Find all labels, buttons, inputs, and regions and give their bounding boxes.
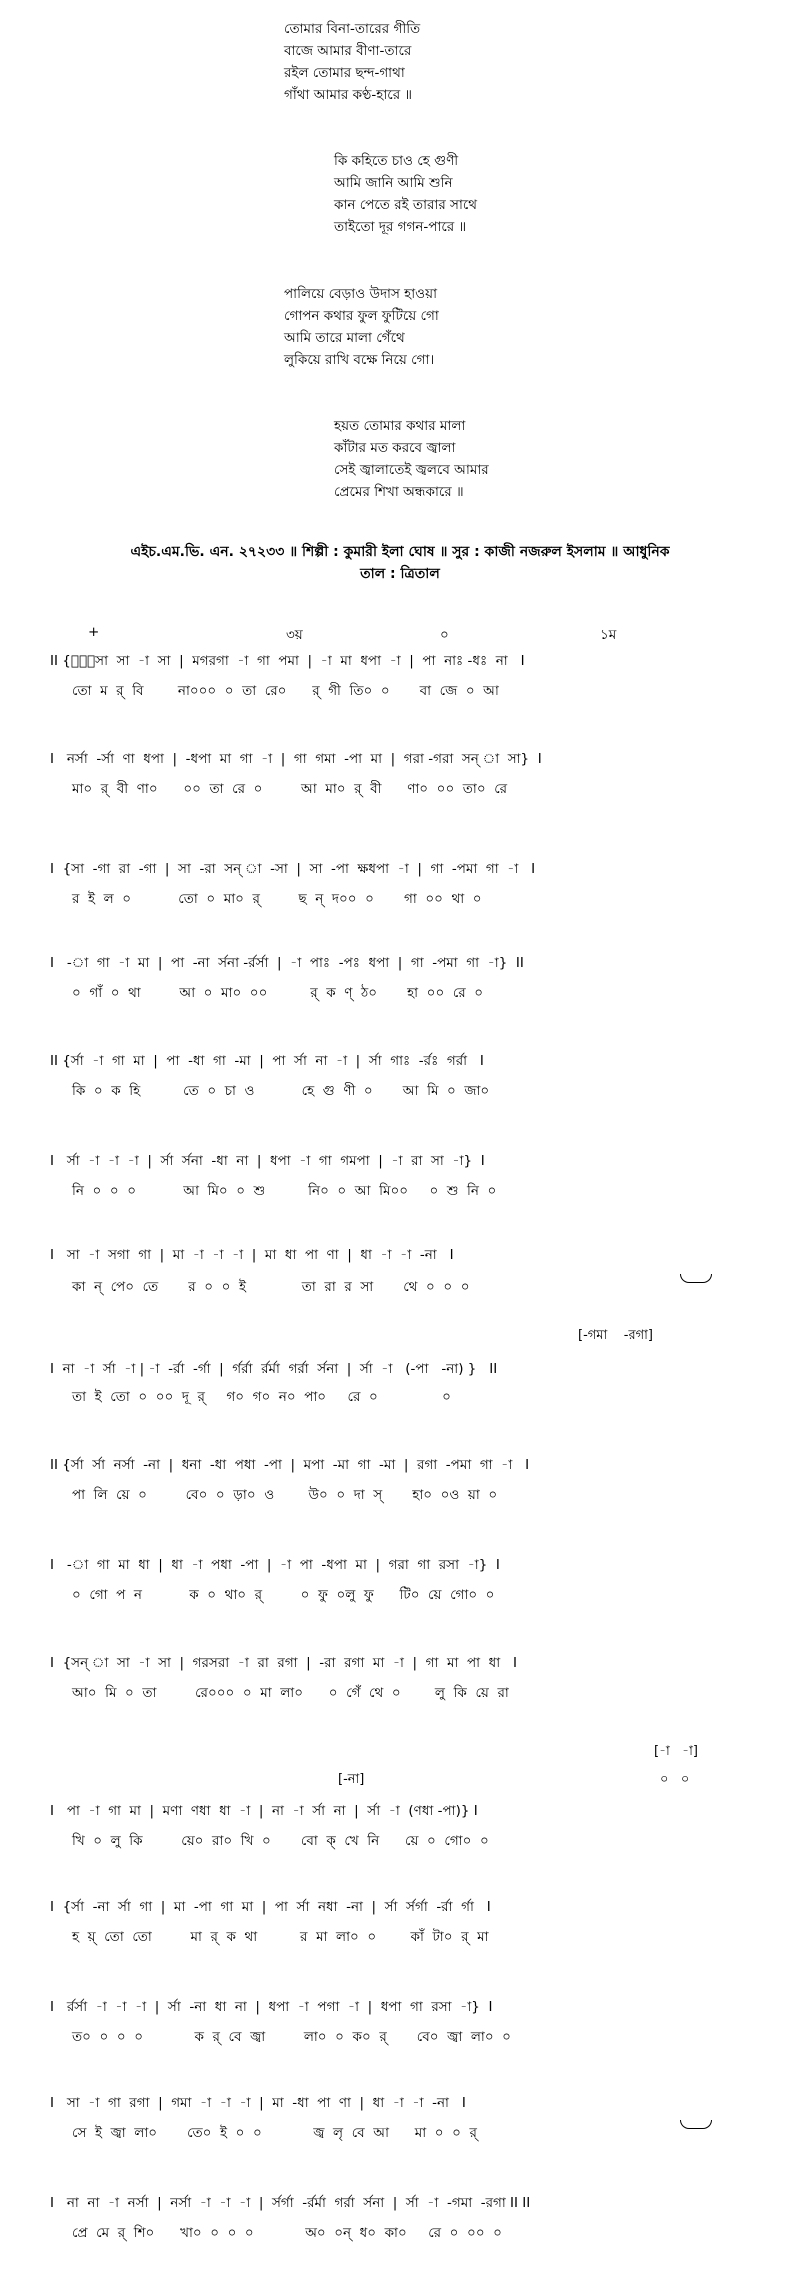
lyric-line: কাঁটার মত করবে জ্বালা <box>334 440 456 456</box>
notation-row-4: I -া গা -া মা | পা -না র্সনা -র্রর্সা | -া পাঃ -পঃ ধপা | গা -পমা গা -া} II <box>50 955 524 971</box>
lyrics-stanza-1 <box>284 18 420 106</box>
notation-row-11: I {সন্ া সা -া সা | গরসরা -া রা রগা | -রা রগা মা -া | গা মা পা ধা I <box>50 1655 518 1671</box>
notation-row-5: II {র্সা -া গা মা | পা -ধা গা -মা | পা র্সা না -া | র্সা গাঃ -র্রঃ গর্রা I <box>50 1053 484 1069</box>
notation-row-9: II {র্সা র্সা নর্সা -না | ধনা -ধা পধা -পা | মপা -মা গা -মা | রগা -পমা গা -া I <box>50 1457 530 1473</box>
lyrics-stanza-3 <box>284 283 439 371</box>
lyric-syllable-row-6: নি ০ ০ ০ আ মি০ ০ শু নি০ ০ আ মি০০ ০ শু নি ০ <box>72 1183 497 1199</box>
notation-row-7: I সা -া সগা গা | মা -া -া -া | মা ধা পা ণা | ধা -া -া -না I <box>50 1247 454 1263</box>
lyric-syllable-row-1: তো ম র্ বি না০০০ ০ তা রে০ র্ গী তি০ ০ বা জে ০ আ <box>72 683 499 699</box>
lyric-line: আমি জানি আমি শুনি <box>334 175 453 191</box>
lyric-line: সেই জ্বালাতেই জ্বলবে আমার <box>334 462 489 478</box>
lyric-syllable-row-10: ০ গো প ন ক ০ থা০ র্ ০ ফু ০লু ফু টি০ য়ে গো০ ০ <box>72 1587 495 1603</box>
lyric-line: তোমার বিনা-তারের গীতি <box>284 21 421 37</box>
notation-row-15: I সা -া গা রগা | গমা -া -া -া | মা -ধা পা ণা | ধা -া -া -না I <box>50 2095 466 2111</box>
lyric-line: পালিয়ে বেড়াও উদাস হাওয়া <box>284 286 437 302</box>
lyric-line: হয়ত তোমার কথার মালা <box>334 418 466 434</box>
lyric-syllable-row-7: কা ন্ পে০ তে র ০ ০ ই তা রা র সা থে ০ ০ ০ <box>72 1279 470 1295</box>
notation-row-6: I র্সা -া -া -া | র্সা র্সনা -ধা না | ধপা -া গা গমপা | -া রা সা -া} I <box>50 1153 485 1169</box>
lyric-syllable-row-4: ০ গাঁ ০ থা আ ০ মা০ ০০ র্ ক ণ্ ঠ০ হা ০০ রে ০ <box>72 985 484 1001</box>
optional-notes-annotation: [-া -া] <box>654 1744 698 1759</box>
notation-row-2: I নর্সা -র্সা ণা ধপা | -ধপা মা গা -া | গা গমা -পা মা | গরা -গরা সন্ া সা} I <box>50 751 542 767</box>
notation-row-13: I {র্সা -না র্সা গা | মা -পা গা মা | পা র্সা নধা -না | র্সা র্সর্গা -র্রা র্গা I <box>50 1899 491 1915</box>
optional-notes-syllables: ০ ০ <box>660 1772 690 1787</box>
beat-mark-first: + <box>88 624 100 640</box>
lyric-line: গাঁথা আমার কণ্ঠ-হারে ॥ <box>284 87 413 103</box>
lyric-line: কি কহিতে চাও হে গুণী <box>334 153 459 169</box>
lyric-syllable-row-15: সে ই জ্বা লা০ তে০ ই ০ ০ জ্ব লৃ বে আ মা ০ ০ র্ <box>72 2125 477 2141</box>
lyric-syllable-row-11: আ০ মি ০ তা রে০০০ ০ মা লা০ ০ গেঁ থে ০ লু কি য়ে রা <box>72 1685 509 1701</box>
lyrics-stanza-2 <box>334 150 477 238</box>
lyric-syllable-row-13: হ য়্ তো তো মা র্ ক থা র মা লা০ ০ কাঁ টা০ র্ মা <box>72 1929 489 1945</box>
notation-row-14: I র্রর্সা -া -া -া | র্সা -না ধা না | ধপা -া পগা -া | ধপা গা রসা -া} I <box>50 1999 493 2015</box>
lyrics-stanza-4 <box>334 415 489 503</box>
lyric-syllable-row-5: কি ০ ক হি তে ০ চা ও হে গু ণী ০ আ মি ০ জা০ <box>72 1083 490 1099</box>
record-info: এইচ.এম.ভি. এন. ২৭২৩৩ ॥ শিল্পী : কুমারী ইলা ঘোষ ॥ সুর : কাজী নজরুল ইসলাম ॥ আধুনিক <box>130 544 670 560</box>
beat-mark-third: ৩য় <box>286 627 303 643</box>
taal-info: তাল : ত্রিতাল <box>360 566 440 582</box>
notation-row-12: I পা -া গা মা | মণা ণধা ধা -া | না -া র্সা না | র্সা -া (ণধা -পা)} I <box>50 1803 478 1819</box>
notation-row-16: I না না -া নর্সা | নর্সা -া -া -া | র্সর্গা -র্রর্মা গর্রা র্সনা | র্সা -া -গমা -রগা II II <box>50 2195 531 2211</box>
lyric-syllable-row-8: তা ই তো ০ ০০ দূ র্ গ০ গ০ ন০ পা০ রে ০ ০ <box>72 1389 451 1405</box>
tie-mark <box>680 1274 712 1283</box>
lyric-line: কান পেতে রই তারার সাথে <box>334 197 478 213</box>
lyric-line: তাইতো দূর গগন-পারে ॥ <box>334 219 467 235</box>
optional-notes-annotation: [-না] <box>338 1772 365 1787</box>
lyric-line: রইল তোমার ছন্দ-গাথা <box>284 65 405 81</box>
lyric-line: আমি তারে মালা গেঁথে <box>284 330 405 346</box>
lyric-syllable-row-9: পা লি য়ে ০ বে০ ০ ড়া০ ও উ০ ০ দা স্ হা০ ০ও য়া ০ <box>72 1487 498 1503</box>
beat-mark-zero: ০ <box>440 627 449 643</box>
lyric-syllable-row-12: খি ০ লু কি য়ে০ রা০ খি ০ বো ক্ খে নি য়ে ০ গো০ ০ <box>72 1833 489 1849</box>
optional-notes-annotation: [-গমা -রগা] <box>578 1328 654 1343</box>
tie-mark <box>680 2120 712 2129</box>
lyric-syllable-row-16: প্রে মে র্ শি০ খা০ ০ ০ ০ অ০ ০ন্ ধ০ কা০ রে ০ ০০ ০ <box>72 2225 502 2241</box>
lyric-line: প্রেমের শিখা অন্ধকারে ॥ <box>334 484 464 500</box>
lyric-syllable-row-2: মা০ র্ বী ণা০ ০০ তা রে ০ আ মা০ র্ বী ণা০ ০০ তা০ রে <box>72 781 508 797</box>
lyric-line: বাজে আমার বীণা-তারে <box>284 43 412 59</box>
lyric-line: লুকিয়ে রাখি বক্ষে নিয়ে গো। <box>284 352 435 368</box>
notation-row-3: I {সা -গা রা -গা | সা -রা সন্ া -সা | সা -পা ক্ষধপা -া | গা -পমা গা -া I <box>50 861 536 877</box>
lyric-syllable-row-3: র ই ল ০ তো ০ মা০ র্ ছ ন্ দ০০ ০ গা ০০ থা ০ <box>72 891 482 907</box>
lyric-syllable-row-14: ত০ ০ ০ ০ ক র্ বে জ্বা লা০ ০ ক০ র্ বে০ জ্বা লা০ ০ <box>72 2029 511 2045</box>
notation-row-1: II {ন্॒সা সা -া সা | মগরগা -া গা পমা | -া মা ধপা -া | পা নাঃ -ধঃ না I <box>50 653 525 669</box>
notation-row-10: I -া গা মা ধা | ধা -া পধা -পা | -া পা -ধপা মা | গরা গা রসা -া} I <box>50 1557 500 1573</box>
lyric-line: গোপন কথার ফুল ফুটিয়ে গো <box>284 308 439 324</box>
beat-mark-first-vibhag: ১ম <box>600 627 617 643</box>
notation-row-8: I না -া র্সা -া | -া -র্রা -র্গা | র্গর্রা র্রর্মা গর্রা র্সনা | র্সা -া (-পা -না) } II <box>50 1361 498 1377</box>
